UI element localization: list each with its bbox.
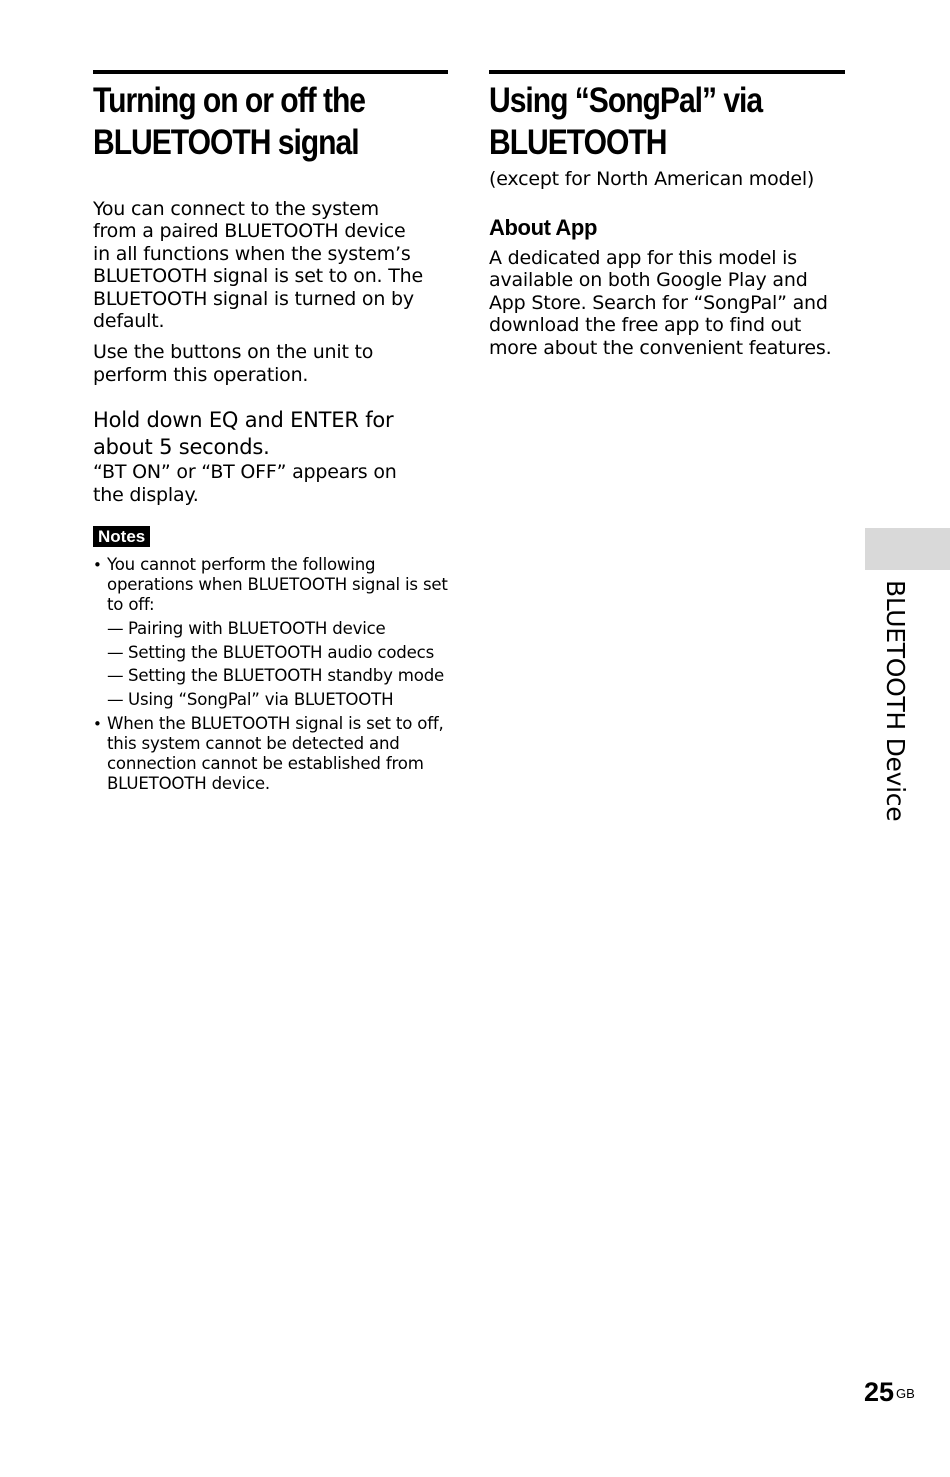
heading-rule [93,70,448,74]
dash-icon: — [107,642,124,662]
bullet-icon: • [93,556,102,575]
note-subitem [107,664,448,688]
model-note: (except for North American model) [489,168,815,190]
section-title-bluetooth-signal [93,80,453,164]
note-subitem-text: Setting the BLUETOOTH standby mode [128,666,445,686]
intro-paragraph: You can connect to the system from a paired BLUETOOTH device in all functions when the system’s BLUETOOTH signal is set to on. The BLUETOOTH signal is turned on by default. [93,198,423,333]
section-side-label: BLUETOOTH Device [881,580,910,822]
dash-icon: — [107,619,124,639]
note-subitem-text: Pairing with BLUETOOTH device [128,619,386,639]
dash-icon: — [107,689,124,709]
note-subitem [107,617,448,641]
note-text: When the BLUETOOTH signal is set to off, this system cannot be detected and connection cannot be established from BLUETOOTH device. [107,714,444,794]
bullet-icon: • [93,715,102,734]
note-subitem [107,688,448,712]
notes-badge: Notes [93,526,150,547]
section-title-songpal [489,80,850,164]
note-subitem [107,641,448,665]
instruction-paragraph: Use the buttons on the unit to perform this operation. [93,341,374,386]
dash-icon: — [107,666,124,686]
page-number [864,1376,915,1408]
step-result: “BT ON” or “BT OFF” appears on the display. [93,461,397,506]
heading-rule [489,70,845,74]
page-number-suffix: GB [896,1386,915,1401]
step-instruction [93,407,448,461]
note-subitem-text: Setting the BLUETOOTH audio codecs [128,642,435,662]
right-column [489,70,845,359]
about-app-text: A dedicated app for this model is available on both Google Play and App Store. Search for “SongPal” and download the free app to find out more about the convenient features. [489,247,832,359]
page-number-value: 25 [864,1377,895,1407]
section-tab-marker [865,528,950,570]
title-line-2: BLUETOOTH [489,123,667,162]
about-app-heading: About App [489,215,597,240]
note-sublist [107,617,448,711]
note-item [93,714,448,794]
step-line-1: Hold down EQ and ENTER for [93,408,394,433]
left-column [93,70,448,794]
note-subitem-text: Using “SongPal” via BLUETOOTH [128,689,394,709]
note-text: You cannot perform the following operations when BLUETOOTH signal is set to off: [107,555,448,615]
title-line-2: BLUETOOTH signal [93,123,359,162]
notes-list [93,555,448,794]
title-line-1: Turning on or off the [93,81,366,120]
title-line-1: Using “SongPal” via [489,81,763,120]
note-item [93,555,448,711]
step-line-2: about 5 seconds. [93,435,270,460]
